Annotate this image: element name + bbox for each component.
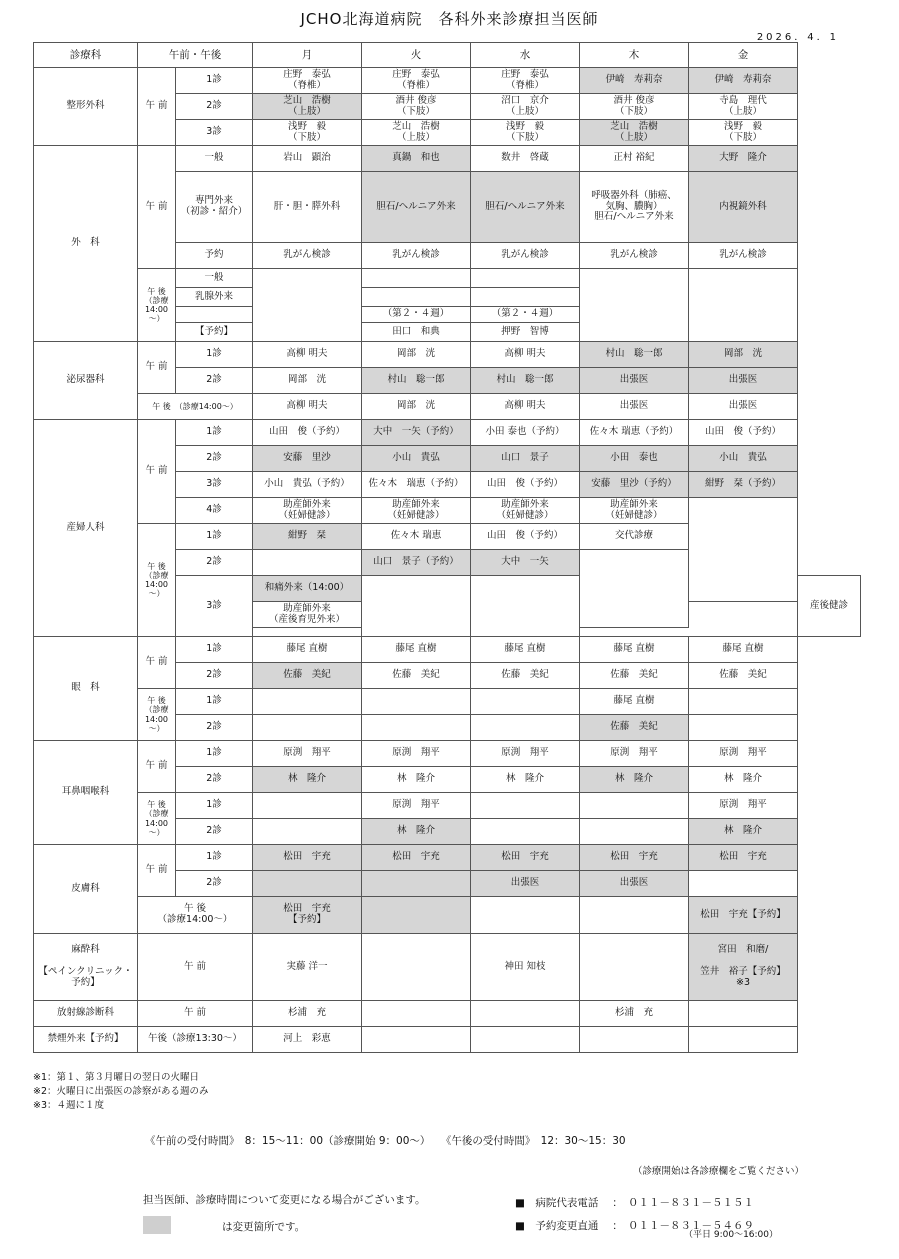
schedule-cell: 小田 泰也（予約）: [471, 420, 580, 446]
schedule-row: [34, 897, 861, 934]
schedule-cell: [580, 269, 689, 342]
schedule-cell: [362, 934, 471, 1001]
schedule-cell: 午 前: [138, 637, 176, 689]
schedule-cell: [580, 897, 689, 934]
schedule-cell: 佐藤 美紀: [471, 663, 580, 689]
schedule-cell: 佐々木 瑞恵（予約）: [580, 420, 689, 446]
schedule-cell: 産後健診: [798, 576, 861, 637]
reception-hours: 《午前の受付時間》 8：15～11：00（診療開始 9：00～） 《午後の受付時間》 12：30～15：30: [145, 1135, 626, 1147]
schedule-cell: 山口 景子: [471, 446, 580, 472]
schedule-cell: 酒井 俊彦 （下肢）: [580, 94, 689, 120]
schedule-cell: [471, 819, 580, 845]
schedule-cell: 午 前: [138, 845, 176, 897]
schedule-cell: 山田 俊（予約）: [471, 472, 580, 498]
schedule-cell: 2診: [176, 715, 253, 741]
schedule-cell: 正村 裕紀: [580, 146, 689, 172]
schedule-cell: 藤尾 直樹: [580, 689, 689, 715]
page-title: JCHO北海道病院 各科外来診療担当医師: [300, 10, 599, 28]
schedule-cell: 3診: [176, 120, 253, 146]
schedule-cell: 2診: [176, 871, 253, 897]
schedule-cell: 佐藤 美紀: [689, 663, 798, 689]
schedule-row: [34, 793, 861, 819]
schedule-cell: 佐々木 瑞恵（予約）: [362, 472, 471, 498]
schedule-cell: 乳がん検診: [362, 243, 471, 269]
schedule-cell: 出張医: [689, 394, 798, 420]
schedule-cell: [580, 1027, 689, 1053]
schedule-cell: 胆石/ヘルニア外来: [362, 172, 471, 243]
schedule-cell: 岡部 洸: [689, 342, 798, 368]
schedule-cell: 数井 啓蔵: [471, 146, 580, 172]
schedule-cell: 2診: [176, 663, 253, 689]
schedule-cell: 小田 泰也: [580, 446, 689, 472]
schedule-cell: 山口 景子（予約）: [362, 550, 471, 576]
schedule-cell: 芝山 浩樹 （上肢）: [253, 94, 362, 120]
change-notice: 担当医師、診療時間について変更になる場合がございます。: [143, 1194, 426, 1206]
schedule-cell: 1診: [176, 689, 253, 715]
schedule-cell: （第２・４週）: [471, 307, 580, 323]
schedule-cell: [253, 819, 362, 845]
schedule-cell: 午 後 （診療14:00～）: [138, 897, 253, 934]
schedule-cell: 寺島 理代 （上肢）: [689, 94, 798, 120]
schedule-cell: 泌尿器科: [34, 342, 138, 420]
schedule-cell: [471, 1027, 580, 1053]
schedule-cell: [362, 269, 471, 288]
schedule-cell: 岡部 洸: [253, 368, 362, 394]
schedule-cell: 麻酔科 【ペインクリニック・予約】: [34, 934, 138, 1001]
schedule-cell: [471, 793, 580, 819]
schedule-cell: 出張医: [689, 368, 798, 394]
schedule-cell: 林 隆介: [580, 767, 689, 793]
header-mon: 月: [253, 43, 362, 68]
schedule-cell: 肝・胆・膵外科: [253, 172, 362, 243]
schedule-row: [34, 342, 861, 368]
schedule-cell: [580, 793, 689, 819]
schedule-cell: 芝山 浩樹 （上肢）: [580, 120, 689, 146]
schedule-cell: 浅野 毅 （下肢）: [253, 120, 362, 146]
schedule-row: [34, 394, 861, 420]
schedule-cell: 【予約】: [176, 323, 253, 342]
schedule-cell: 午 前: [138, 1001, 253, 1027]
schedule-cell: 浅野 毅 （下肢）: [689, 120, 798, 146]
schedule-cell: 原渕 翔平: [362, 793, 471, 819]
footnote-2: ※2：火曜日に出張医の診察がある週のみ: [33, 1086, 209, 1097]
schedule-cell: 松田 宇充【予約】: [689, 897, 798, 934]
schedule-cell: 伊崎 寿莉奈: [580, 68, 689, 94]
schedule-cell: 安藤 里沙（予約）: [580, 472, 689, 498]
schedule-cell: 安藤 里沙: [253, 446, 362, 472]
schedule-cell: 産婦人科: [34, 420, 138, 637]
schedule-cell: 午 後 （診療 14:00 ～）: [138, 524, 176, 637]
schedule-cell: 午 後 （診療 14:00 ～）: [138, 689, 176, 741]
schedule-cell: [362, 715, 471, 741]
schedule-cell: 助産師外来 （産後育児外来）: [253, 602, 362, 628]
schedule-cell: 午 前: [138, 934, 253, 1001]
schedule-cell: 藤尾 直樹: [580, 637, 689, 663]
schedule-cell: [689, 715, 798, 741]
schedule-cell: 乳がん検診: [253, 243, 362, 269]
schedule-cell: 原渕 翔平: [689, 793, 798, 819]
schedule-cell: 午後（診療13:30～）: [138, 1027, 253, 1053]
schedule-cell: [362, 897, 471, 934]
schedule-cell: [471, 715, 580, 741]
schedule-cell: 内視鏡外科: [689, 172, 798, 243]
schedule-cell: 乳がん検診: [471, 243, 580, 269]
schedule-cell: 3診: [176, 576, 253, 637]
schedule-table: [33, 42, 861, 1053]
schedule-cell: 村山 聡一郎: [471, 368, 580, 394]
schedule-cell: 松田 宇充: [471, 845, 580, 871]
schedule-cell: 助産師外来 （妊婦健診）: [253, 498, 362, 524]
schedule-cell: 村山 聡一郎: [362, 368, 471, 394]
schedule-cell: 佐藤 美紀: [580, 715, 689, 741]
schedule-cell: [580, 819, 689, 845]
schedule-cell: 出張医: [471, 871, 580, 897]
schedule-cell: 原渕 翔平: [471, 741, 580, 767]
schedule-cell: [689, 269, 798, 342]
header-row: [34, 43, 861, 68]
schedule-cell: 一般: [176, 146, 253, 172]
schedule-cell: [471, 288, 580, 307]
schedule-cell: [253, 550, 362, 576]
schedule-cell: 芝山 浩樹 （上肢）: [362, 120, 471, 146]
schedule-cell: 整形外科: [34, 68, 138, 146]
schedule-cell: 大中 一矢: [471, 550, 580, 576]
schedule-cell: 藤尾 直樹: [253, 637, 362, 663]
schedule-cell: 林 隆介: [362, 767, 471, 793]
schedule-cell: 松田 宇充: [253, 845, 362, 871]
schedule-cell: 大中 一矢（予約）: [362, 420, 471, 446]
schedule-cell: 呼吸器外科（肺癌、 気胸、膿胸） 胆石/ヘルニア外来: [580, 172, 689, 243]
schedule-cell: [689, 1001, 798, 1027]
schedule-cell: 午 前: [138, 68, 176, 146]
schedule-row: [34, 420, 861, 446]
schedule-cell: [689, 871, 798, 897]
schedule-cell: 2診: [176, 446, 253, 472]
footnotes: [33, 1071, 209, 1113]
schedule-cell: 高柳 明夫: [253, 342, 362, 368]
schedule-cell: 浅野 毅 （下肢）: [471, 120, 580, 146]
schedule-cell: 1診: [176, 637, 253, 663]
schedule-cell: [362, 871, 471, 897]
schedule-cell: 一般: [176, 269, 253, 288]
schedule-cell: 1診: [176, 524, 253, 550]
schedule-cell: 杉浦 充: [580, 1001, 689, 1027]
schedule-cell: 1診: [176, 420, 253, 446]
schedule-cell: 乳がん検診: [689, 243, 798, 269]
schedule-cell: 大野 隆介: [689, 146, 798, 172]
footnote-3: ※3：４週に１度: [33, 1100, 105, 1111]
schedule-cell: 和痛外来（14:00）: [253, 576, 362, 602]
schedule-cell: [253, 715, 362, 741]
schedule-cell: 予約: [176, 243, 253, 269]
header-department: 診療科: [34, 43, 138, 68]
schedule-cell: 松田 宇充 【予約】: [253, 897, 362, 934]
schedule-cell: 出張医: [580, 394, 689, 420]
schedule-cell: 藤尾 直樹: [689, 637, 798, 663]
schedule-cell: 原渕 翔平: [689, 741, 798, 767]
schedule-cell: 原渕 翔平: [253, 741, 362, 767]
schedule-cell: 佐藤 美紀: [580, 663, 689, 689]
schedule-cell: 藤尾 直樹: [362, 637, 471, 663]
schedule-cell: 外 科: [34, 146, 138, 342]
schedule-cell: 午 後 （診療 14:00 ～）: [138, 269, 176, 342]
schedule-cell: 林 隆介: [362, 819, 471, 845]
footnote-1: ※1：第１、第３月曜日の翌日の火曜日: [33, 1072, 200, 1083]
schedule-cell: [471, 576, 580, 637]
schedule-cell: 放射線診断科: [34, 1001, 138, 1027]
schedule-cell: 庄野 泰弘 （脊椎）: [253, 68, 362, 94]
schedule-cell: 眼 科: [34, 637, 138, 741]
schedule-cell: 2診: [176, 767, 253, 793]
schedule-cell: 2診: [176, 368, 253, 394]
schedule-cell: 庄野 泰弘 （脊椎）: [471, 68, 580, 94]
schedule-cell: 小山 貴弘: [689, 446, 798, 472]
schedule-cell: 小山 貴弘: [362, 446, 471, 472]
schedule-cell: 助産師外来 （妊婦健診）: [580, 498, 689, 524]
schedule-cell: [253, 628, 362, 637]
schedule-cell: [253, 269, 362, 342]
schedule-cell: [689, 1027, 798, 1053]
schedule-cell: 午 前: [138, 342, 176, 394]
phone-reservation: ■ 予約変更直通 ： ０１１－８３１－５４６９: [515, 1220, 755, 1232]
schedule-cell: 紺野 栞（予約）: [689, 472, 798, 498]
schedule-cell: 禁煙外来【予約】: [34, 1027, 138, 1053]
schedule-cell: 実藤 洋一: [253, 934, 362, 1001]
schedule-cell: [253, 689, 362, 715]
schedule-cell: 1診: [176, 845, 253, 871]
reception-note: （診療開始は各診療欄をご覧ください）: [633, 1166, 805, 1177]
schedule-cell: [689, 689, 798, 715]
schedule-cell: 出張医: [580, 871, 689, 897]
schedule-cell: 伊崎 寿莉奈: [689, 68, 798, 94]
schedule-cell: 1診: [176, 741, 253, 767]
issue-date: 2026．4．1: [756, 32, 839, 43]
schedule-cell: 午 前: [138, 420, 176, 524]
schedule-cell: 松田 宇充: [580, 845, 689, 871]
schedule-cell: 田口 和典: [362, 323, 471, 342]
schedule-cell: 専門外来 （初診・紹介）: [176, 172, 253, 243]
changed-legend-label: は変更箇所です。: [222, 1221, 306, 1233]
schedule-cell: [253, 871, 362, 897]
schedule-row: [34, 741, 861, 767]
schedule-cell: 午 後 （診療 14:00 ～）: [138, 793, 176, 845]
schedule-cell: 杉浦 充: [253, 1001, 362, 1027]
schedule-cell: 佐藤 美紀: [362, 663, 471, 689]
header-session: 午前・午後: [138, 43, 253, 68]
schedule-cell: 2診: [176, 550, 253, 576]
schedule-cell: 沼口 京介 （上肢）: [471, 94, 580, 120]
schedule-row: [34, 1001, 861, 1027]
schedule-cell: 乳腺外来: [176, 288, 253, 307]
schedule-row: [34, 637, 861, 663]
schedule-cell: 高柳 明夫: [253, 394, 362, 420]
schedule-cell: 4診: [176, 498, 253, 524]
schedule-cell: 岡部 洸: [362, 394, 471, 420]
header-wed: 水: [471, 43, 580, 68]
schedule-cell: 原渕 翔平: [580, 741, 689, 767]
phone-main: ■ 病院代表電話 ： ０１１－８３１－５１５１: [515, 1197, 755, 1209]
schedule-cell: 佐々木 瑞恵: [362, 524, 471, 550]
schedule-cell: 紺野 栞: [253, 524, 362, 550]
schedule-cell: 真鍋 和也: [362, 146, 471, 172]
schedule-row: [34, 934, 861, 1001]
schedule-cell: [362, 288, 471, 307]
schedule-cell: [471, 1001, 580, 1027]
schedule-cell: 林 隆介: [689, 819, 798, 845]
schedule-cell: [176, 307, 253, 323]
schedule-cell: [362, 1027, 471, 1053]
schedule-cell: 1診: [176, 68, 253, 94]
schedule-cell: [362, 689, 471, 715]
schedule-cell: （第２・４週）: [362, 307, 471, 323]
schedule-cell: 佐藤 美紀: [253, 663, 362, 689]
schedule-cell: 山田 俊（予約）: [689, 420, 798, 446]
schedule-cell: 高柳 明夫: [471, 394, 580, 420]
schedule-cell: 皮膚科: [34, 845, 138, 934]
schedule-cell: 酒井 俊彦 （下肢）: [362, 94, 471, 120]
schedule-cell: 助産師外来 （妊婦健診）: [362, 498, 471, 524]
schedule-cell: [362, 576, 471, 637]
schedule-cell: 胆石/ヘルニア外来: [471, 172, 580, 243]
schedule-cell: 林 隆介: [689, 767, 798, 793]
schedule-cell: 乳がん検診: [580, 243, 689, 269]
schedule-cell: 岩山 顕治: [253, 146, 362, 172]
schedule-cell: 耳鼻咽喉科: [34, 741, 138, 845]
schedule-cell: 林 隆介: [253, 767, 362, 793]
header-tue: 火: [362, 43, 471, 68]
changed-legend-swatch: [143, 1216, 171, 1234]
schedule-row: [34, 68, 861, 94]
header-fri: 金: [689, 43, 798, 68]
schedule-cell: 林 隆介: [471, 767, 580, 793]
schedule-cell: [689, 498, 798, 602]
schedule-cell: [580, 934, 689, 1001]
schedule-cell: 藤尾 直樹: [471, 637, 580, 663]
schedule-cell: 押野 智博: [471, 323, 580, 342]
schedule-cell: 助産師外来 （妊婦健診）: [471, 498, 580, 524]
schedule-cell: 午 前: [138, 146, 176, 269]
header-thu: 木: [580, 43, 689, 68]
schedule-cell: 高柳 明夫: [471, 342, 580, 368]
schedule-cell: [471, 269, 580, 288]
schedule-row: [34, 269, 861, 288]
schedule-cell: [471, 689, 580, 715]
schedule-cell: 小山 貴弘（予約）: [253, 472, 362, 498]
schedule-cell: 松田 宇充: [362, 845, 471, 871]
schedule-cell: 午 前: [138, 741, 176, 793]
schedule-cell: 出張医: [580, 368, 689, 394]
schedule-cell: 午 後 （診療14:00～）: [138, 394, 253, 420]
schedule-cell: 山田 俊（予約）: [471, 524, 580, 550]
schedule-cell: 岡部 洸: [362, 342, 471, 368]
schedule-cell: [253, 793, 362, 819]
schedule-cell: 交代診療: [580, 524, 689, 550]
schedule-row: [34, 689, 861, 715]
schedule-cell: 2診: [176, 819, 253, 845]
schedule-cell: [471, 897, 580, 934]
schedule-cell: 庄野 泰弘 （脊椎）: [362, 68, 471, 94]
schedule-cell: 河上 彩恵: [253, 1027, 362, 1053]
phone-hours: （平日 9:00～16:00）: [684, 1230, 779, 1240]
schedule-cell: [362, 1001, 471, 1027]
schedule-row: [34, 845, 861, 871]
schedule-cell: 宮田 和磨/ 笠井 裕子【予約】 ※3: [689, 934, 798, 1001]
schedule-row: [34, 146, 861, 172]
schedule-cell: 松田 宇充: [689, 845, 798, 871]
schedule-cell: 1診: [176, 793, 253, 819]
schedule-cell: 原渕 翔平: [362, 741, 471, 767]
schedule-cell: 山田 俊（予約）: [253, 420, 362, 446]
schedule-cell: 2診: [176, 94, 253, 120]
schedule-cell: 神田 知枝: [471, 934, 580, 1001]
schedule-cell: 1診: [176, 342, 253, 368]
schedule-cell: 村山 聡一郎: [580, 342, 689, 368]
schedule-cell: [580, 550, 689, 628]
schedule-cell: 3診: [176, 472, 253, 498]
schedule-row: [34, 1027, 861, 1053]
